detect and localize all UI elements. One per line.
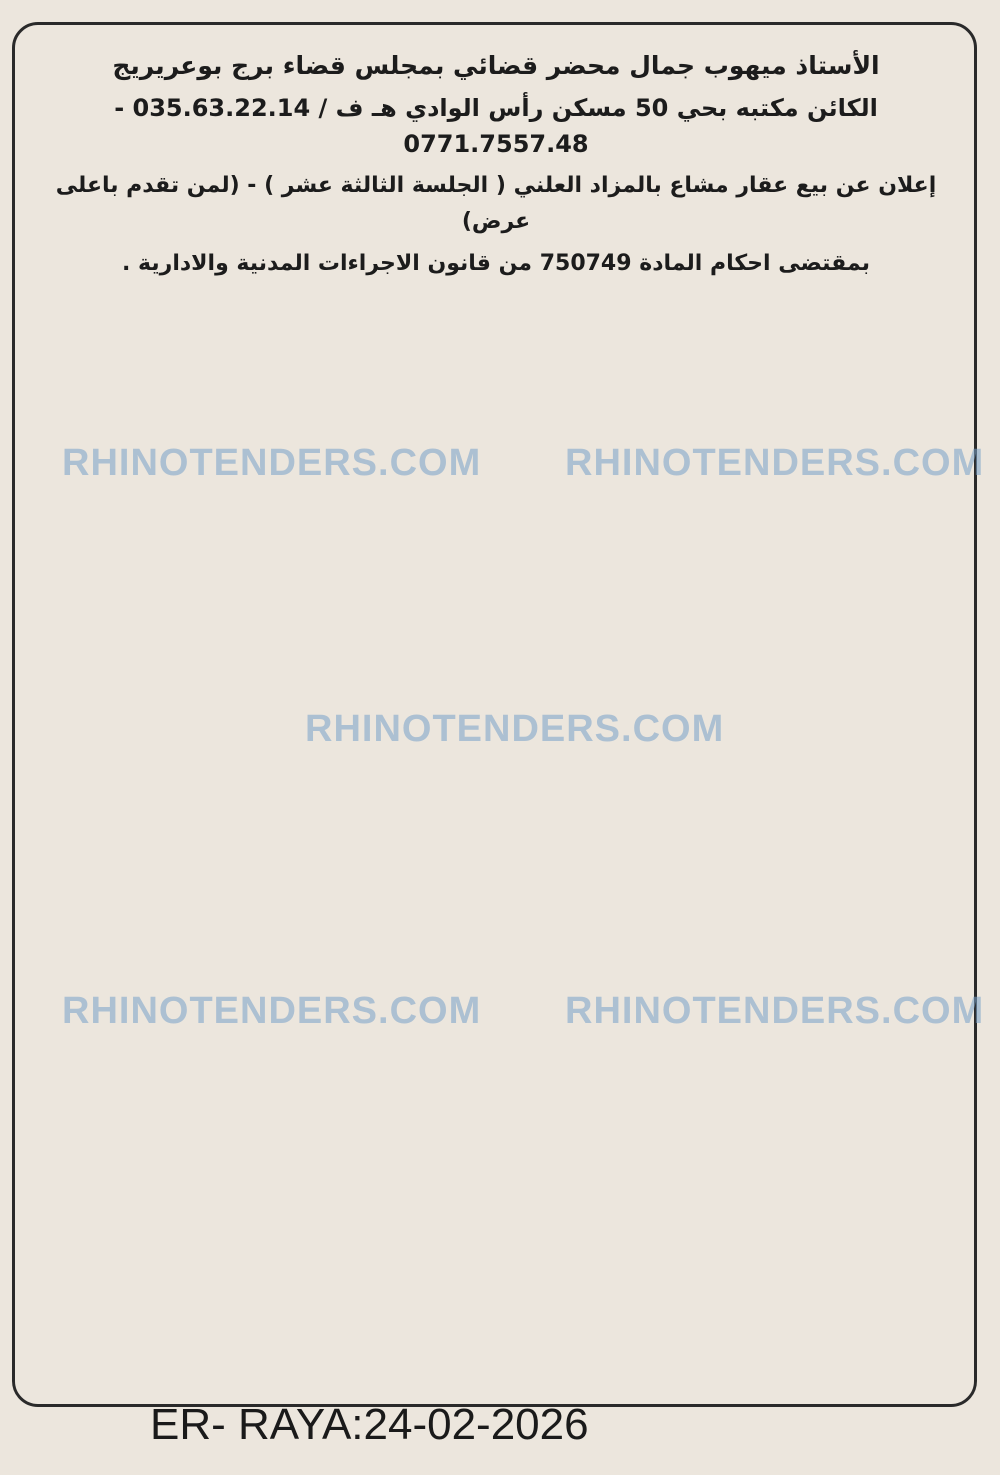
- paragraph-heirs-continued: [36, 319, 956, 346]
- source-date-label: ER- RAYA:24-02-2026: [150, 1400, 589, 1449]
- paragraph-conditions: [36, 443, 956, 470]
- paragraph-heirs: [36, 288, 956, 315]
- notice-body: [36, 288, 956, 470]
- watermark-text: RHINOTENDERS.COM: [62, 990, 482, 1032]
- notice-header-line2: الكائن مكتبه بحي 50 مسكن رأس الوادي هـ ف / 035.63.22.14 - 0771.7557.48: [114, 94, 878, 158]
- notice-title: إعلان عن بيع عقار مشاع بالمزاد العلني ( الجلسة الثالثة عشر ) - (لمن تقدم باعلى عرض): [55, 173, 937, 234]
- watermark-text: RHINOTENDERS.COM: [565, 442, 985, 484]
- paragraph-expert-report: [36, 350, 956, 377]
- notice-legal-basis: بمقتضى احكام المادة 750749 من قانون الاجراءات المدنية والادارية .: [122, 251, 870, 276]
- paragraph-sale-terms: [36, 381, 956, 408]
- watermark-text: RHINOTENDERS.COM: [62, 442, 482, 484]
- notice-header-line1: الأستاذ ميهوب جمال محضر قضائي بمجلس قضاء برج بوعريريج: [112, 51, 880, 80]
- watermark-text: RHINOTENDERS.COM: [565, 990, 985, 1032]
- watermark-text: RHINOTENDERS.COM: [305, 708, 725, 750]
- legal-notice: [36, 48, 956, 474]
- paragraph-auction-date: [36, 412, 956, 439]
